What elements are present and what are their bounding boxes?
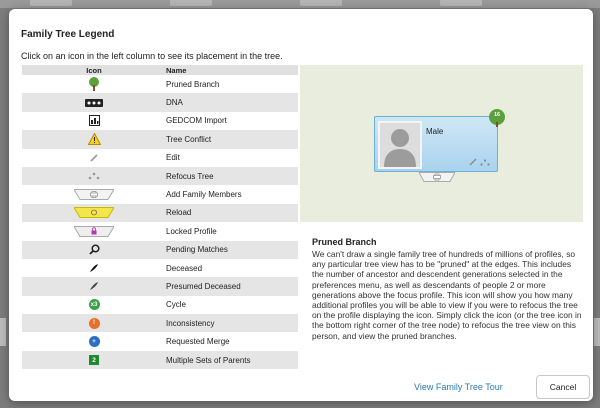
legend-label: Deceased bbox=[166, 263, 203, 273]
cancel-button[interactable]: Cancel bbox=[536, 375, 590, 399]
legend-row-requested-merge[interactable] bbox=[22, 332, 298, 350]
legend-label: Add Family Members bbox=[166, 190, 242, 200]
background-node bbox=[440, 0, 482, 6]
legend-row-dna[interactable] bbox=[22, 93, 298, 111]
tree-preview bbox=[300, 65, 583, 222]
lock-icon[interactable] bbox=[74, 226, 114, 237]
deceased-icon[interactable] bbox=[89, 263, 99, 273]
legend-dialog bbox=[9, 9, 593, 401]
legend-label: Pruned Branch bbox=[166, 79, 220, 89]
multiple-parents-icon[interactable]: 2 bbox=[89, 355, 99, 365]
presumed-deceased-icon[interactable] bbox=[89, 281, 99, 291]
legend-header-row bbox=[22, 65, 298, 75]
legend-table bbox=[22, 65, 298, 369]
legend-label: Presumed Deceased bbox=[166, 281, 241, 291]
background-node bbox=[30, 0, 72, 6]
legend-row-cycle[interactable] bbox=[22, 296, 298, 314]
legend-row-add-family-members[interactable] bbox=[22, 185, 298, 203]
view-tour-link[interactable]: View Family Tree Tour bbox=[414, 382, 503, 392]
legend-label: Edit bbox=[166, 153, 180, 163]
reload-icon[interactable] bbox=[74, 207, 114, 218]
tree-node[interactable] bbox=[374, 116, 498, 172]
person-silhouette-icon bbox=[380, 123, 420, 167]
background-node bbox=[170, 0, 212, 6]
dna-icon[interactable] bbox=[85, 99, 103, 107]
legend-row-tree-conflict[interactable] bbox=[22, 130, 298, 148]
background-node bbox=[0, 318, 6, 346]
profile-name: Male bbox=[426, 127, 444, 136]
legend-label: Requested Merge bbox=[166, 337, 230, 347]
legend-label: Pending Matches bbox=[166, 245, 228, 255]
legend-row-reload[interactable] bbox=[22, 204, 298, 222]
tree-count: 16 bbox=[493, 112, 501, 118]
description-body: We can't draw a single family tree of hundreds of millions of profiles, so any particular tree view has to be "pruned" at the edges. This includes the number of ancestor and descendent generations selected in the preferences menu, as well as descendants of people 2 or more generations above the focus profile. This icon will show you how many additional profiles you will be able to view if you were to refocus the tree on the profile displaying the icon. Simply click the icon (or the tree icon in the bottom right corner of the tree node) to refocus the tree view on this person, and view the pruned branches. bbox=[312, 249, 582, 341]
legend-label: GEDCOM Import bbox=[166, 116, 227, 126]
background-node bbox=[300, 0, 342, 6]
node-icons bbox=[469, 158, 491, 168]
legend-label: Multiple Sets of Parents bbox=[166, 355, 251, 365]
legend-label: Reload bbox=[166, 208, 192, 218]
legend-row-gedcom-import[interactable] bbox=[22, 112, 298, 130]
pencil-icon[interactable] bbox=[469, 158, 477, 166]
inconsistency-icon[interactable]: ! bbox=[89, 318, 100, 329]
refocus-icon[interactable] bbox=[87, 172, 101, 180]
add-family-icon[interactable] bbox=[74, 189, 114, 200]
icon-column-header: Icon bbox=[86, 65, 102, 75]
avatar bbox=[378, 121, 422, 169]
name-column-header: Name bbox=[166, 65, 187, 75]
dialog-title: Family Tree Legend bbox=[21, 29, 115, 40]
legend-row-locked-profile[interactable] bbox=[22, 222, 298, 240]
legend-row-multiple-parents[interactable] bbox=[22, 351, 298, 369]
legend-row-refocus-tree[interactable] bbox=[22, 167, 298, 185]
cycle-icon[interactable]: x3 bbox=[89, 299, 100, 310]
legend-row-inconsistency[interactable] bbox=[22, 314, 298, 332]
background-node bbox=[594, 318, 600, 346]
merge-icon[interactable]: + bbox=[89, 336, 100, 347]
pencil-icon[interactable] bbox=[89, 153, 99, 163]
add-family-icon[interactable] bbox=[419, 172, 455, 182]
legend-label: Tree Conflict bbox=[166, 134, 212, 144]
legend-row-deceased[interactable] bbox=[22, 259, 298, 277]
legend-label: Refocus Tree bbox=[166, 171, 214, 181]
pruned-branch-badge[interactable] bbox=[488, 109, 506, 127]
description-title: Pruned Branch bbox=[312, 237, 377, 247]
legend-label: DNA bbox=[166, 98, 183, 108]
search-icon[interactable] bbox=[89, 244, 100, 255]
legend-label: Cycle bbox=[166, 300, 187, 310]
warning-icon[interactable] bbox=[88, 133, 101, 145]
legend-row-edit[interactable] bbox=[22, 149, 298, 167]
refocus-icon[interactable] bbox=[479, 159, 491, 166]
legend-row-presumed-deceased[interactable] bbox=[22, 277, 298, 295]
legend-row-pruned-branch[interactable] bbox=[22, 75, 298, 93]
legend-label: Locked Profile bbox=[166, 226, 217, 236]
tree-icon[interactable] bbox=[87, 77, 101, 91]
dialog-subtitle: Click on an icon in the left column to see its placement in the tree. bbox=[21, 51, 283, 61]
legend-label: Inconsistency bbox=[166, 318, 215, 328]
gedcom-icon[interactable] bbox=[89, 115, 100, 126]
legend-row-pending-matches[interactable] bbox=[22, 241, 298, 259]
